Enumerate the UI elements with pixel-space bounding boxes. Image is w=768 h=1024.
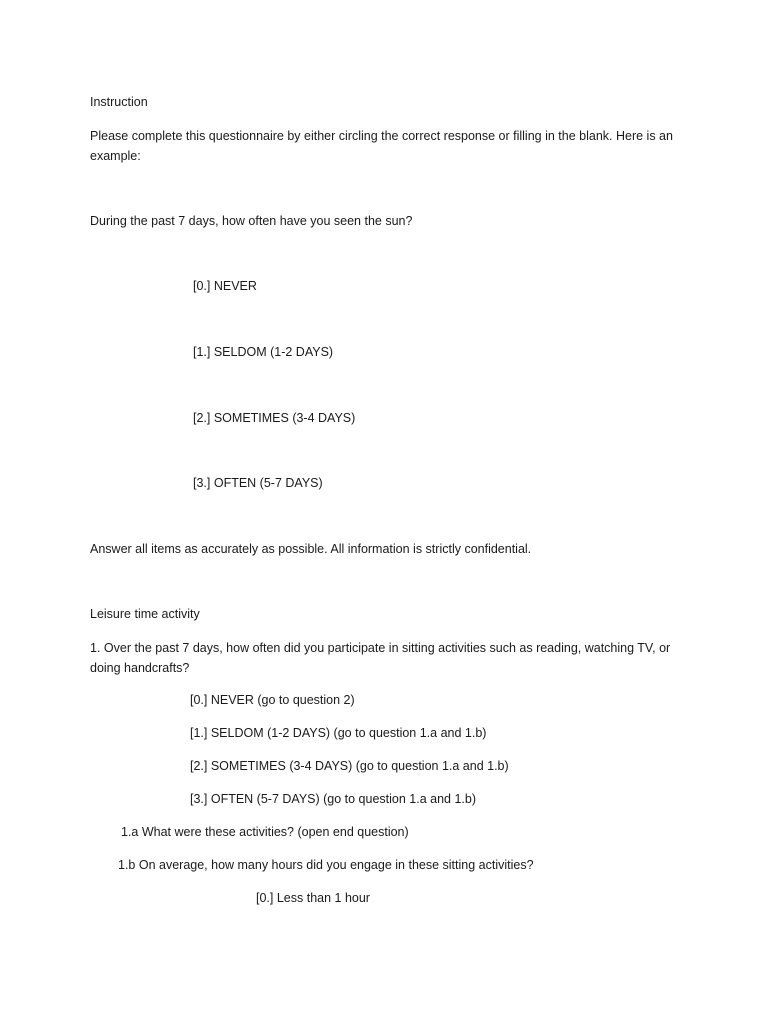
example-option: [0.] NEVER [193, 279, 257, 293]
example-option: [1.] SELDOM (1-2 DAYS) [193, 345, 334, 359]
example-question: During the past 7 days, how often have you seen the sun? [90, 214, 413, 228]
question-1-option: [1.] SELDOM (1-2 DAYS) (go to question 1.a and 1.b) [190, 726, 487, 740]
section-title: Leisure time activity [90, 607, 200, 621]
question-1-option: [0.] NEVER (go to question 2) [190, 693, 355, 707]
example-option: [2.] SOMETIMES (3-4 DAYS) [193, 411, 356, 425]
confidentiality-note: Answer all items as accurately as possible. All information is strictly confidential. [90, 542, 532, 556]
question-1-option: [3.] OFTEN (5-7 DAYS) (go to question 1.a and 1.b) [190, 792, 477, 806]
intro-paragraph: Please complete this questionnaire by either circling the correct response or filling in the blank. Here is an example: [90, 129, 673, 163]
question-1a: 1.a What were these activities? (open end question) [121, 825, 409, 839]
question-1-option: [2.] SOMETIMES (3-4 DAYS) (go to question 1.a and 1.b) [190, 759, 509, 773]
question-1-text: 1. Over the past 7 days, how often did you participate in sitting activities such as reading, watching TV, or doing handcrafts? [90, 641, 671, 675]
example-option: [3.] OFTEN (5-7 DAYS) [193, 476, 323, 490]
instruction-heading: Instruction [90, 95, 148, 109]
question-1b: 1.b On average, how many hours did you engage in these sitting activities? [118, 858, 534, 872]
question-1b-option: [0.] Less than 1 hour [256, 891, 370, 905]
